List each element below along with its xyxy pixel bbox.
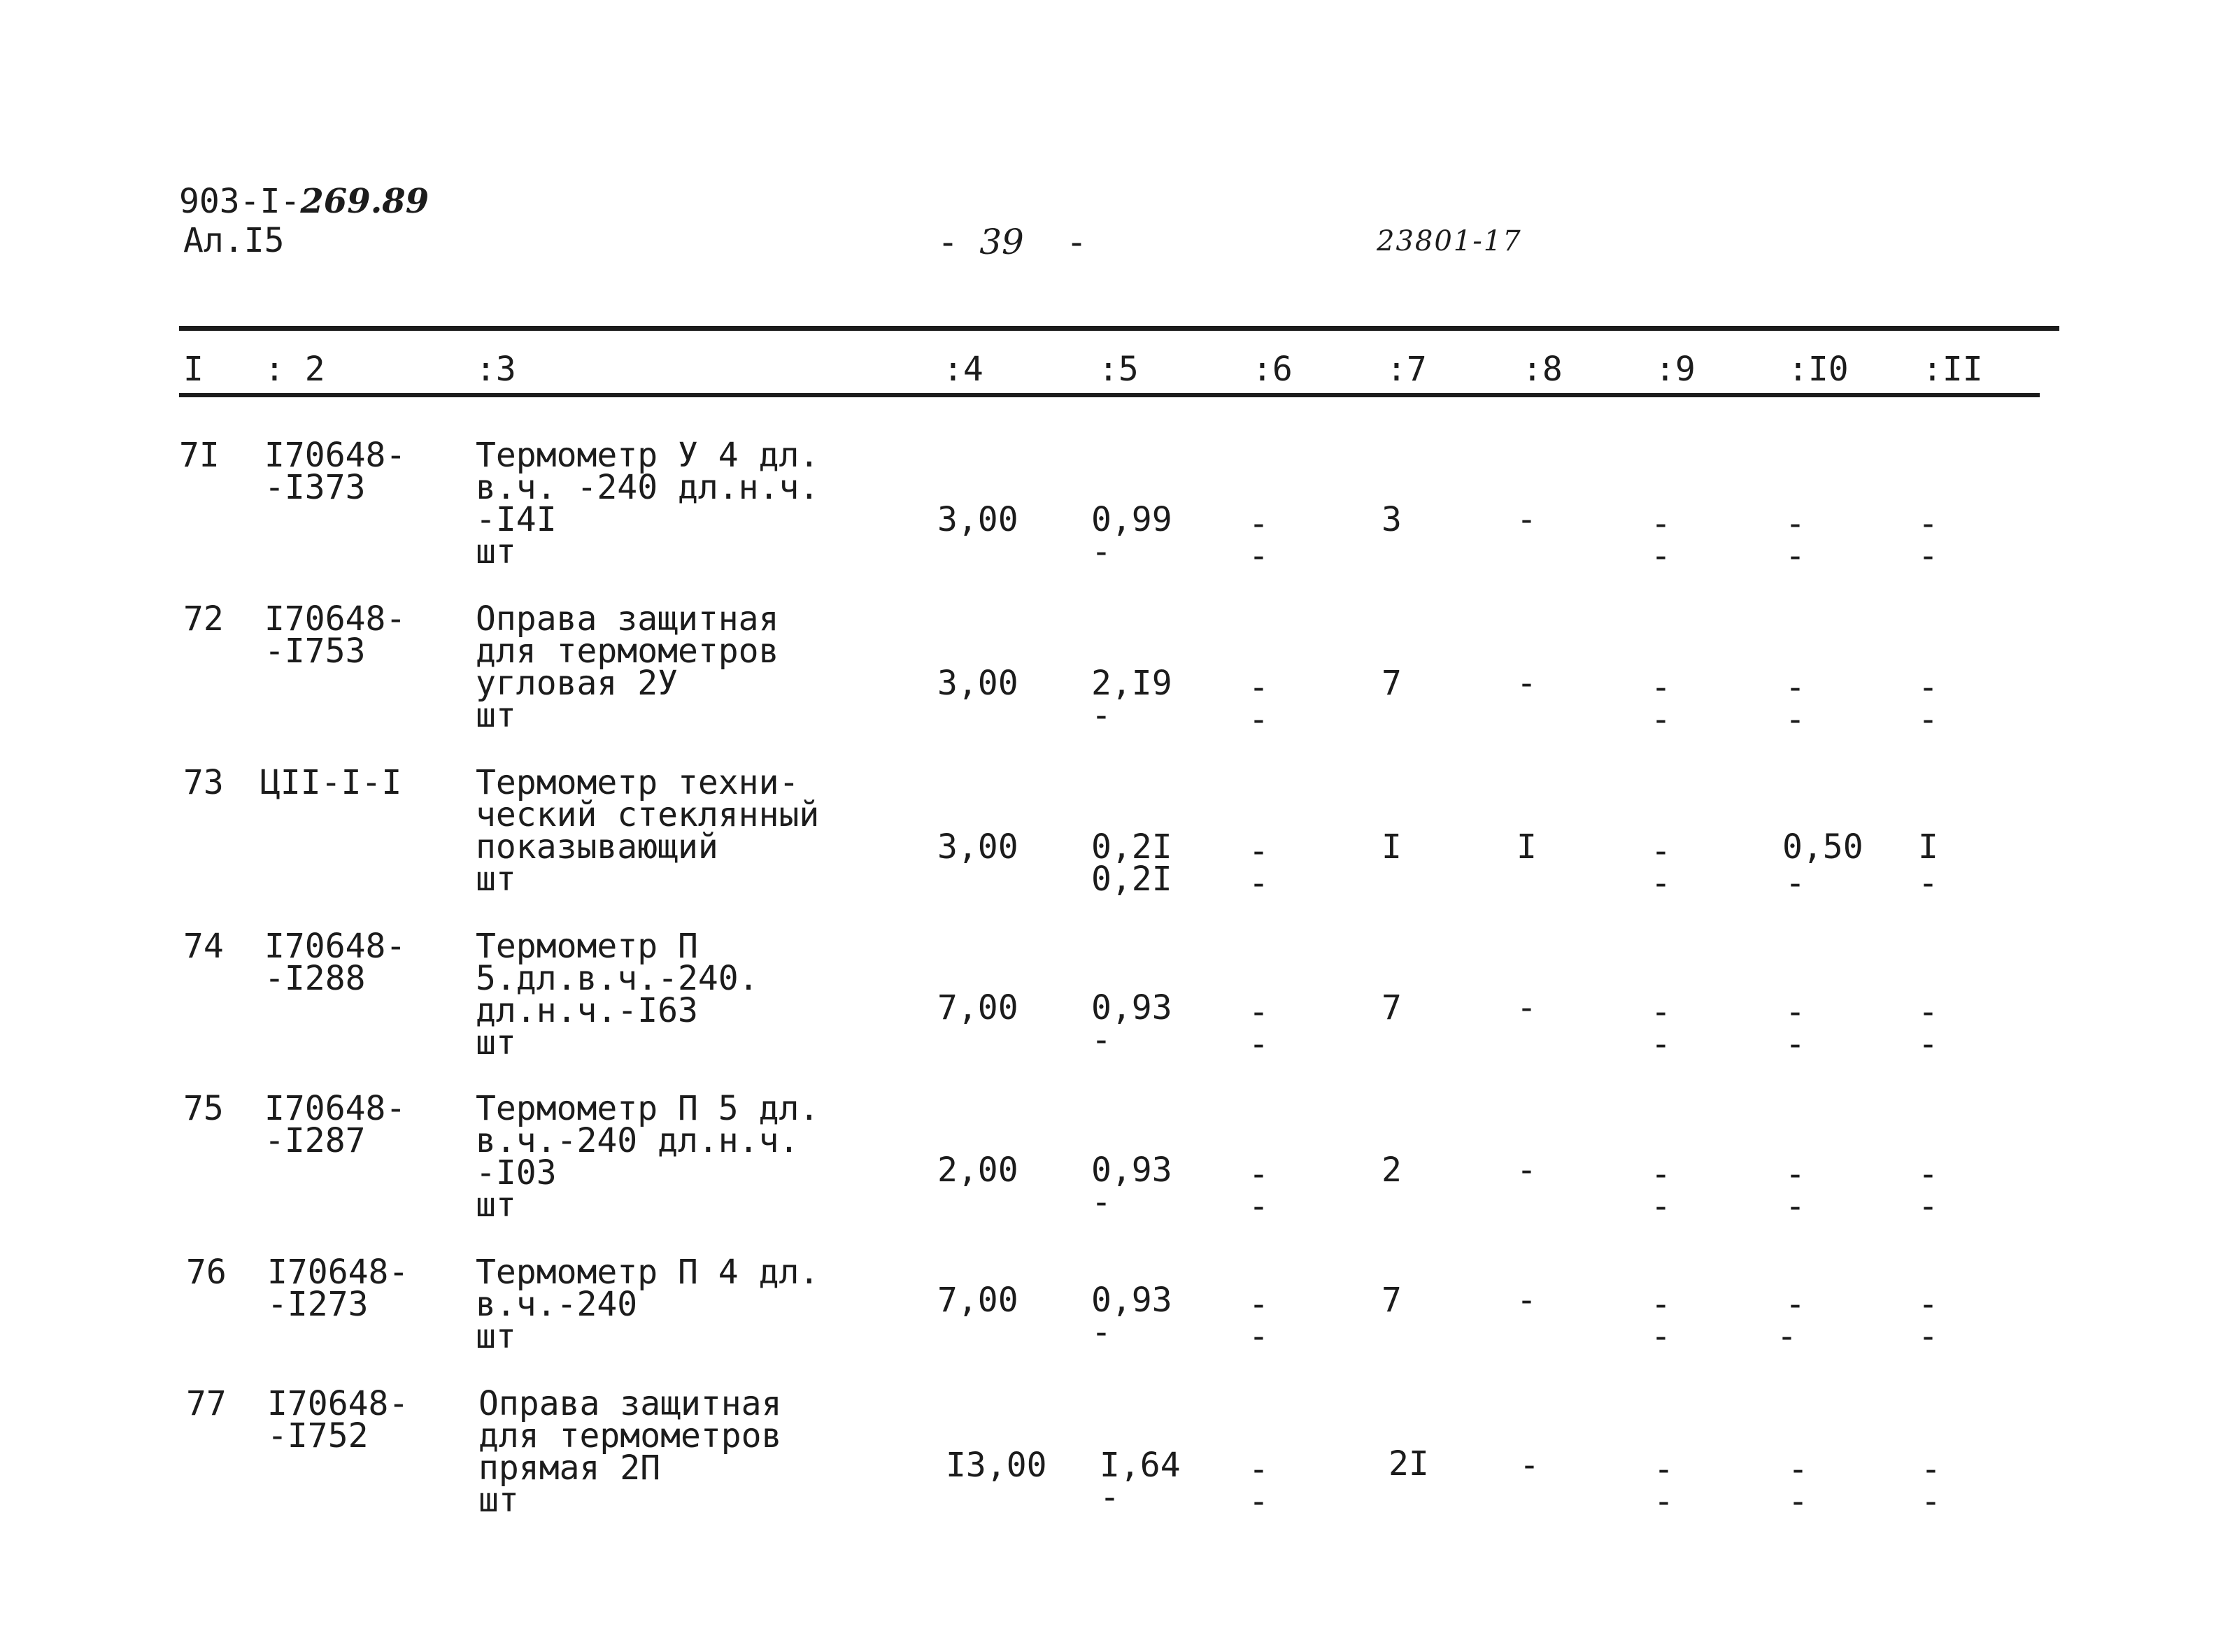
- sheet-label: Ал.I5: [183, 221, 285, 260]
- col7-value: 7: [1382, 988, 1402, 1027]
- item-code-line-1: ЦII-I-I: [260, 763, 402, 802]
- col6-value-1: -: [1249, 1285, 1269, 1324]
- column-header-7: :7: [1386, 350, 1427, 389]
- item-name-line-1: Термометр П: [476, 927, 698, 966]
- col9-value-1: -: [1651, 832, 1671, 871]
- row-number: 72: [183, 599, 224, 639]
- item-name-line-1: Термометр У 4 дл.: [476, 436, 820, 475]
- item-unit: шт: [476, 860, 516, 899]
- col5-value-2: -: [1091, 696, 1112, 735]
- registration-number: 23801-17: [1377, 225, 1522, 257]
- col5-value-1: 0,93: [1091, 1281, 1172, 1320]
- col5-value-1: 2,I9: [1091, 664, 1172, 703]
- col7-value: 7: [1382, 664, 1402, 703]
- col9-value-2: -: [1651, 1317, 1671, 1356]
- col10-value-2: -: [1785, 1025, 1805, 1064]
- col9-value-2: -: [1651, 700, 1671, 739]
- col5-value-2: 0,2I: [1091, 860, 1172, 899]
- col10-value-2: -: [1785, 700, 1805, 739]
- item-name-line-2: в.ч.-240: [476, 1285, 638, 1324]
- col7-value: 2I: [1389, 1444, 1429, 1483]
- col9-value-2: -: [1651, 1025, 1671, 1064]
- col11-value-2: -: [1918, 536, 1938, 576]
- col9-value-1: -: [1651, 992, 1671, 1032]
- col11-value-1: -: [1918, 668, 1938, 707]
- col11-value-1: -: [1918, 1285, 1938, 1324]
- item-code-line-2: -I753: [264, 632, 366, 671]
- col7-value: 2: [1382, 1151, 1402, 1190]
- col8-value: -: [1517, 1151, 1537, 1190]
- item-unit: шт: [476, 1317, 516, 1356]
- col4-value: 7,00: [937, 1281, 1018, 1320]
- item-code-line-2: -I288: [264, 959, 366, 998]
- col5-value-1: 0,99: [1091, 500, 1172, 539]
- item-name-line-3: -I4I: [476, 500, 557, 539]
- col10-value-1: -: [1785, 1155, 1805, 1194]
- item-name-line-3: показывающий: [476, 827, 718, 867]
- col11-value-1: -: [1921, 1450, 1941, 1489]
- col7-value: 3: [1382, 500, 1402, 539]
- col5-value-2: -: [1091, 1020, 1112, 1060]
- row-number: 73: [183, 763, 224, 802]
- col6-value-1: -: [1249, 992, 1269, 1032]
- col10-value-1: -: [1788, 1450, 1808, 1489]
- col11-value-1: -: [1918, 992, 1938, 1032]
- col10-value-1: -: [1785, 668, 1805, 707]
- item-code-line-1: I70648-: [264, 599, 406, 639]
- item-code-line-1: I70648-: [267, 1253, 409, 1292]
- col10-value-1: -: [1785, 504, 1805, 543]
- col4-value: 2,00: [937, 1151, 1018, 1190]
- col11-value-1: -: [1918, 1155, 1938, 1194]
- col10-value-2: -: [1788, 1482, 1808, 1521]
- item-code-line-1: I70648-: [264, 1089, 406, 1128]
- item-code-line-2: -I287: [264, 1121, 366, 1160]
- page-number-value: 39: [979, 222, 1024, 262]
- item-name-line-1: Термометр П 4 дл.: [476, 1253, 820, 1292]
- column-header-1: I: [183, 350, 204, 389]
- col9-value-1: -: [1651, 668, 1671, 707]
- col11-value-2: -: [1918, 1025, 1938, 1064]
- row-number: 7I: [179, 436, 220, 475]
- col11-value-2: -: [1918, 864, 1938, 903]
- document-code-handwritten: 269.89: [300, 182, 429, 221]
- col8-value: -: [1517, 1281, 1537, 1320]
- col4-value: 3,00: [937, 827, 1018, 867]
- item-name-line-3: -I03: [476, 1153, 557, 1192]
- item-name-line-2: в.ч.-240 дл.н.ч.: [476, 1121, 800, 1160]
- col11-value-2: -: [1918, 700, 1938, 739]
- column-header-2: : 2: [264, 350, 325, 389]
- item-code-line-1: I70648-: [267, 1384, 409, 1423]
- col6-value-2: -: [1249, 1482, 1269, 1521]
- item-unit: шт: [476, 696, 516, 735]
- col9-value-1: -: [1654, 1450, 1674, 1489]
- item-name-line-2: в.ч. -240 дл.н.ч.: [476, 468, 820, 507]
- col11-value-2: -: [1918, 1187, 1938, 1226]
- col5-value-1: I,64: [1100, 1446, 1181, 1485]
- col6-value-2: -: [1249, 1187, 1269, 1226]
- item-name-line-2: ческий стеклянный: [476, 795, 820, 834]
- col8-value: -: [1519, 1446, 1540, 1485]
- column-header-10: :I0: [1788, 350, 1849, 389]
- col5-value-1: 0,93: [1091, 988, 1172, 1027]
- col10-value-1: 0,50: [1782, 827, 1863, 867]
- col11-value-1: I: [1918, 827, 1938, 867]
- col8-value: -: [1517, 988, 1537, 1027]
- col6-value-2: -: [1249, 864, 1269, 903]
- col5-value-2: -: [1091, 1183, 1112, 1222]
- item-unit: шт: [478, 1481, 519, 1520]
- item-name-line-3: прямая 2П: [478, 1448, 661, 1488]
- item-code-line-2: -I373: [264, 468, 366, 507]
- item-code-line-1: I70648-: [264, 436, 406, 475]
- col11-value-1: -: [1918, 504, 1938, 543]
- col6-value-2: -: [1249, 1025, 1269, 1064]
- col4-value: I3,00: [946, 1446, 1047, 1485]
- item-code-line-2: -I273: [267, 1285, 369, 1324]
- column-header-3: :3: [476, 350, 516, 389]
- col6-value-1: -: [1249, 1155, 1269, 1194]
- document-code-printed: 903-I-: [179, 182, 301, 221]
- col8-value: -: [1517, 664, 1537, 703]
- col5-value-1: 0,2I: [1091, 827, 1172, 867]
- column-header-6: :6: [1252, 350, 1293, 389]
- item-unit: шт: [476, 532, 516, 571]
- col4-value: 3,00: [937, 500, 1018, 539]
- col9-value-1: -: [1651, 1285, 1671, 1324]
- col9-value-2: -: [1651, 1187, 1671, 1226]
- col6-value-2: -: [1249, 700, 1269, 739]
- col6-value-2: -: [1249, 536, 1269, 576]
- col9-value-1: -: [1651, 504, 1671, 543]
- col8-value: -: [1517, 500, 1537, 539]
- col9-value-1: -: [1651, 1155, 1671, 1194]
- col10-value-1: -: [1785, 1285, 1805, 1324]
- col10-value-1: -: [1785, 992, 1805, 1032]
- item-unit: шт: [476, 1023, 516, 1062]
- item-name-line-3: угловая 2У: [476, 664, 678, 703]
- column-header-4: :4: [943, 350, 983, 389]
- col5-value-2: -: [1091, 1313, 1112, 1352]
- column-header-11: :II: [1922, 350, 1983, 389]
- page-number: - 39 -: [937, 222, 1088, 262]
- item-code-line-1: I70648-: [264, 927, 406, 966]
- col10-value-2: -: [1785, 536, 1805, 576]
- col5-value-2: -: [1100, 1478, 1120, 1517]
- row-number: 75: [183, 1089, 224, 1128]
- col6-value-1: -: [1249, 668, 1269, 707]
- column-header-9: :9: [1655, 350, 1696, 389]
- col7-value: I: [1382, 827, 1402, 867]
- item-name-line-1: Оправа защитная: [476, 599, 779, 639]
- col8-value: I: [1517, 827, 1537, 867]
- item-name-line-2: для термометров: [476, 632, 779, 671]
- col5-value-2: -: [1091, 532, 1112, 571]
- col11-value-2: -: [1921, 1482, 1941, 1521]
- document-code: [179, 183, 429, 220]
- row-number: 74: [183, 927, 224, 966]
- item-name-line-2: 5.дл.в.ч.-240.: [476, 959, 759, 998]
- column-header-5: :5: [1098, 350, 1139, 389]
- col6-value-2: -: [1249, 1317, 1269, 1356]
- col4-value: 7,00: [937, 988, 1018, 1027]
- col10-value-2: -: [1785, 1187, 1805, 1226]
- col7-value: 7: [1382, 1281, 1402, 1320]
- header-rule: [179, 393, 2040, 397]
- col10-value-2: -: [1785, 864, 1805, 903]
- row-number: 76: [186, 1253, 227, 1292]
- col6-value-1: -: [1249, 504, 1269, 543]
- item-code-line-2: -I752: [267, 1416, 369, 1455]
- col6-value-1: -: [1249, 832, 1269, 871]
- item-name-line-3: дл.н.ч.-I63: [476, 991, 698, 1030]
- col11-value-2: -: [1918, 1317, 1938, 1356]
- top-rule: [179, 326, 2059, 331]
- item-name-line-1: Оправа защитная: [478, 1384, 782, 1423]
- col5-value-1: 0,93: [1091, 1151, 1172, 1190]
- item-name-line-1: Термометр П 5 дл.: [476, 1089, 820, 1128]
- item-name-line-2: для термометров: [478, 1416, 782, 1455]
- col4-value: 3,00: [937, 664, 1018, 703]
- item-unit: шт: [476, 1185, 516, 1225]
- col9-value-2: -: [1651, 536, 1671, 576]
- row-number: 77: [186, 1384, 227, 1423]
- col9-value-2: -: [1651, 864, 1671, 903]
- col6-value-1: -: [1249, 1450, 1269, 1489]
- item-name-line-1: Термометр техни-: [476, 763, 800, 802]
- column-header-8: :8: [1522, 350, 1563, 389]
- col10-value-2: -: [1777, 1317, 1797, 1356]
- col9-value-2: -: [1654, 1482, 1674, 1521]
